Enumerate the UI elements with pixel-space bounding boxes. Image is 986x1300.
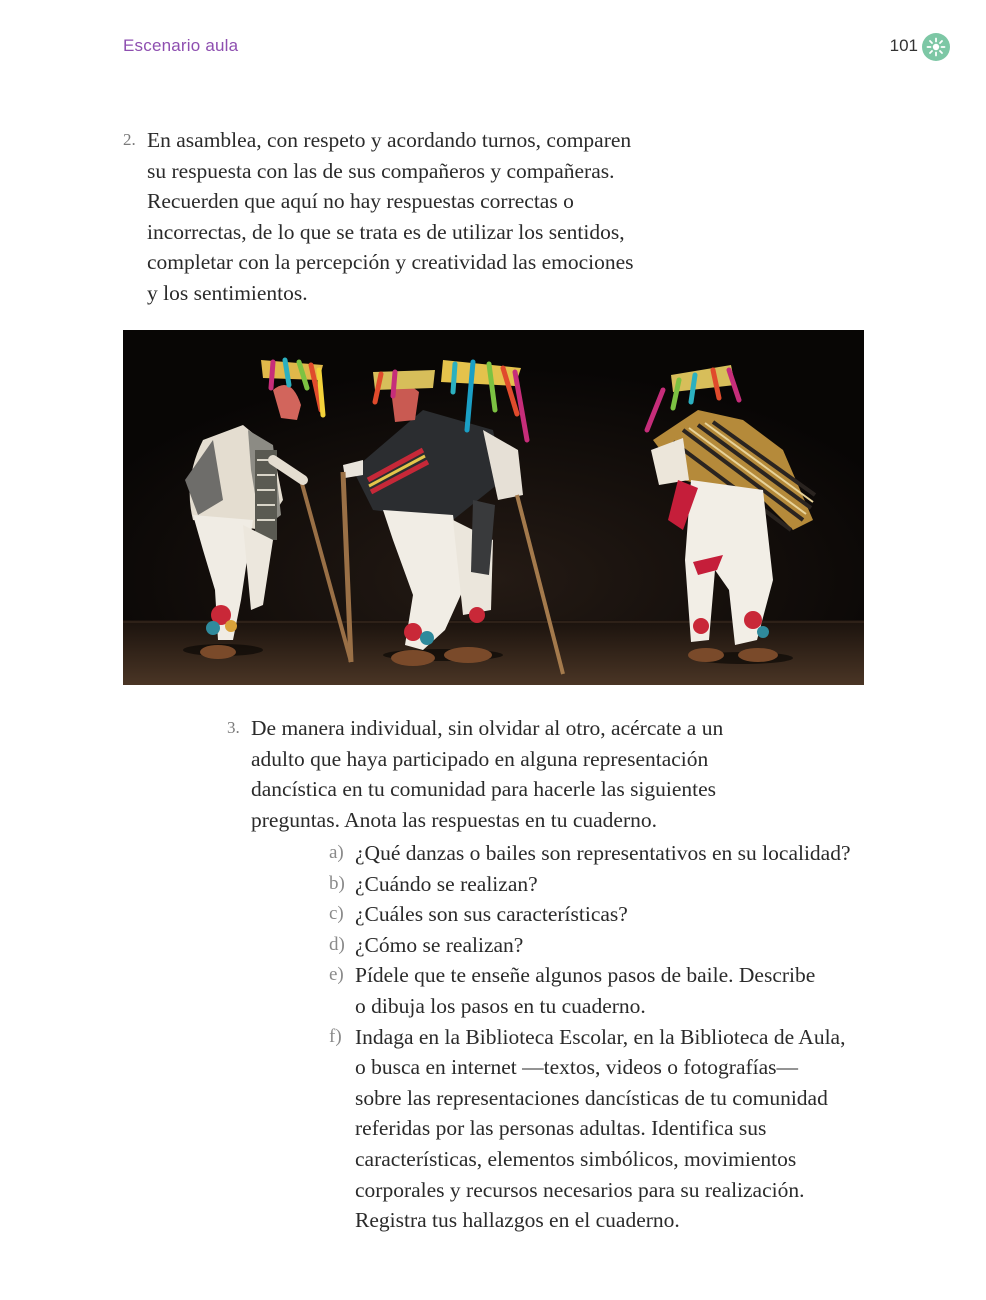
list-item-line: corporales y recursos necesarios para su realización. — [355, 1177, 805, 1202]
list-letter: f) — [329, 1025, 342, 1047]
paragraph-line: En asamblea, con respeto y acordando turnos, comparen — [147, 128, 632, 152]
item-number: 3. — [227, 718, 240, 737]
list-item — [329, 838, 875, 869]
list-item-line: ¿Qué danzas o bailes son representativos en su localidad? — [355, 841, 851, 865]
list-item — [329, 869, 875, 900]
paragraph-line: adulto que haya participado en alguna representación — [251, 746, 709, 771]
paragraph-line: completar con la percepción y creatividad las emociones — [147, 250, 634, 275]
list-item — [329, 1022, 875, 1236]
paragraph-line: incorrectas, de lo que se trata es de utilizar los sentidos, — [147, 219, 625, 244]
list-item-line: referidas por las personas adultas. Identifica sus — [355, 1116, 767, 1141]
instruction-item-3 — [227, 713, 751, 835]
list-letter: b) — [329, 872, 345, 894]
photo-dancers-icon — [123, 330, 864, 685]
paragraph-line: su respuesta con las de sus compañeros y compañeras. — [147, 158, 615, 183]
list-item-line: ¿Cómo se realizan? — [355, 932, 524, 957]
list-item-line: Pídele que te enseñe algunos pasos de baile. Describe — [355, 963, 816, 988]
list-item — [329, 930, 875, 961]
list-item-line: o dibuja los pasos en tu cuaderno. — [355, 993, 646, 1018]
list-letter: d) — [329, 933, 345, 955]
list-item-line: características, elementos simbólicos, movimientos — [355, 1146, 797, 1171]
list-item — [329, 960, 875, 1021]
list-item-line: Registra tus hallazgos en el cuaderno. — [355, 1208, 680, 1233]
section-title: Escenario aula — [123, 36, 239, 55]
list-item-line: Indaga en la Biblioteca Escolar, en la Biblioteca de Aula, — [355, 1024, 846, 1049]
paragraph-line: dancística en tu comunidad para hacerle las siguientes — [251, 777, 717, 802]
item-number: 2. — [123, 130, 136, 149]
list-letter: e) — [329, 964, 344, 986]
paragraph-line: De manera individual, sin olvidar al otro, acércate a un — [251, 716, 724, 740]
paragraph-line: Recuerden que aquí no hay respuestas correctas o — [147, 189, 574, 214]
list-letter: a) — [329, 842, 344, 863]
page-number: 101 — [889, 36, 918, 55]
question-list — [329, 838, 875, 1236]
list-item-line: ¿Cuáles son sus características? — [355, 902, 628, 927]
sun-icon — [922, 33, 950, 61]
list-item-line: o busca en internet —textos, videos o fotografías— — [355, 1055, 799, 1080]
paragraph-line: y los sentimientos. — [147, 280, 308, 305]
list-item — [329, 899, 875, 930]
paragraph-line: preguntas. Anota las respuestas en tu cuaderno. — [251, 807, 657, 832]
list-item-line: ¿Cuándo se realizan? — [355, 871, 538, 896]
list-item-line: sobre las representaciones dancísticas de tu comunidad — [355, 1085, 828, 1110]
list-letter: c) — [329, 903, 344, 925]
instruction-item-2 — [123, 125, 667, 309]
